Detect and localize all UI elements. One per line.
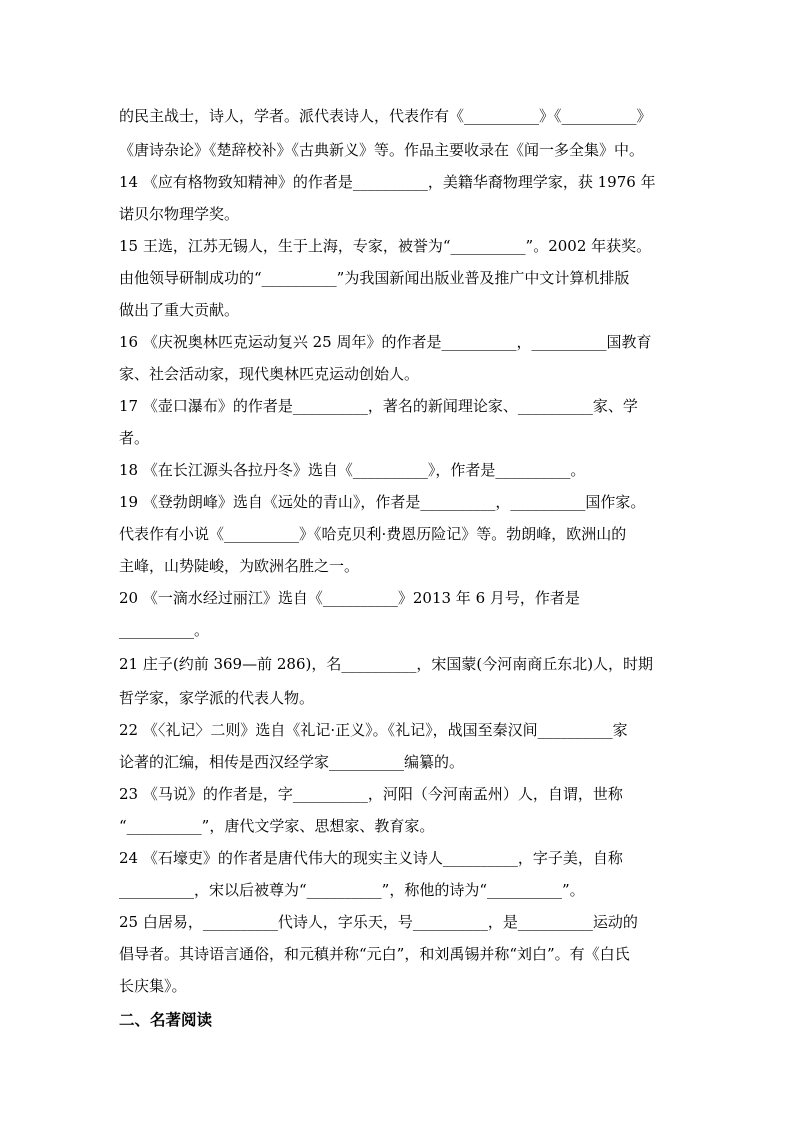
text-line: 23 《马说》的作者是，字__________，河阳（今河南孟州）人，自谓，世称 xyxy=(119,785,623,803)
text-line: 14 《应有格物致知精神》的作者是__________，美籍华裔物理学家，获 1976 年 xyxy=(119,173,656,191)
section-heading: 二、名著阅读 xyxy=(119,1010,213,1029)
text-line: “__________”，唐代文学家、思想家、教育家。 xyxy=(119,817,435,835)
text-line: __________。 xyxy=(119,621,210,639)
text-line: 哲学家，家学派的代表人物。 xyxy=(119,689,315,707)
text-line: 代表作有小说《__________》《哈克贝利·费恩历险记》等。勃朗峰，欧洲山的 xyxy=(119,525,627,543)
text-line: 17 《壶口瀑布》的作者是__________，著名的新闻理论家、__________家、学 xyxy=(119,397,638,415)
text-line: 24 《石壕吏》的作者是唐代伟大的现实主义诗人__________，字子美，自称 xyxy=(119,849,623,867)
text-line: 25 白居易，__________代诗人，字乐天，号__________，是__________运动的 xyxy=(119,913,638,931)
text-line: 21 庄子(约前 369—前 286)，名__________，宋国蒙(今河南商丘东北)人，时期 xyxy=(119,655,654,673)
text-line: 由他领导研制成功的“__________”为我国新闻出版业普及推广中文计算机排版 xyxy=(119,269,630,287)
document-body xyxy=(119,98,679,1036)
text-line: 论著的汇编，相传是西汉经学家__________编纂的。 xyxy=(119,753,465,771)
text-line: 倡导者。其诗语言通俗，和元稹并称“元白”，和刘禹锡并称“刘白”。有《白氏 xyxy=(119,945,630,963)
text-line: 的民主战士，诗人，学者。派代表诗人，代表作有《__________》《__________》 xyxy=(119,107,652,125)
text-line: 主峰，山势陡峻，为欧洲名胜之一。 xyxy=(119,557,360,575)
text-line: 15 王选，江苏无锡人，生于上海，专家，被誉为“__________”。2002 年获奖。 xyxy=(119,237,652,255)
text-line: 《唐诗杂论》《楚辞校补》《古典新义》等。作品主要收录在《闻一多全集》中。 xyxy=(119,141,645,159)
text-line: 18 《在长江源头各拉丹冬》选自《__________》，作者是__________。 xyxy=(119,461,586,479)
text-line: 长庆集》。 xyxy=(119,977,187,995)
text-line: 家、社会活动家，现代奥林匹克运动创始人。 xyxy=(119,365,420,383)
text-line: __________，宋以后被尊为“__________”，称他的诗为“__________”。 xyxy=(119,881,585,899)
text-line: 诺贝尔物理学奖。 xyxy=(119,205,240,223)
text-line: 者。 xyxy=(119,429,150,447)
text-line: 19 《登勃朗峰》选自《远处的青山》，作者是__________，__________国作家。 xyxy=(119,493,646,511)
text-line: 22 《〈礼记〉二则》选自《礼记·正义》。《礼记》，战国至秦汉间__________家 xyxy=(119,721,628,739)
text-line: 20 《一滴水经过丽江》选自《__________》2013 年 6 月号，作者是 xyxy=(119,589,580,607)
text-line: 16 《庆祝奥林匹克运动复兴 25 周年》的作者是__________，__________国教育 xyxy=(119,333,652,351)
text-line: 做出了重大贡献。 xyxy=(119,301,240,319)
